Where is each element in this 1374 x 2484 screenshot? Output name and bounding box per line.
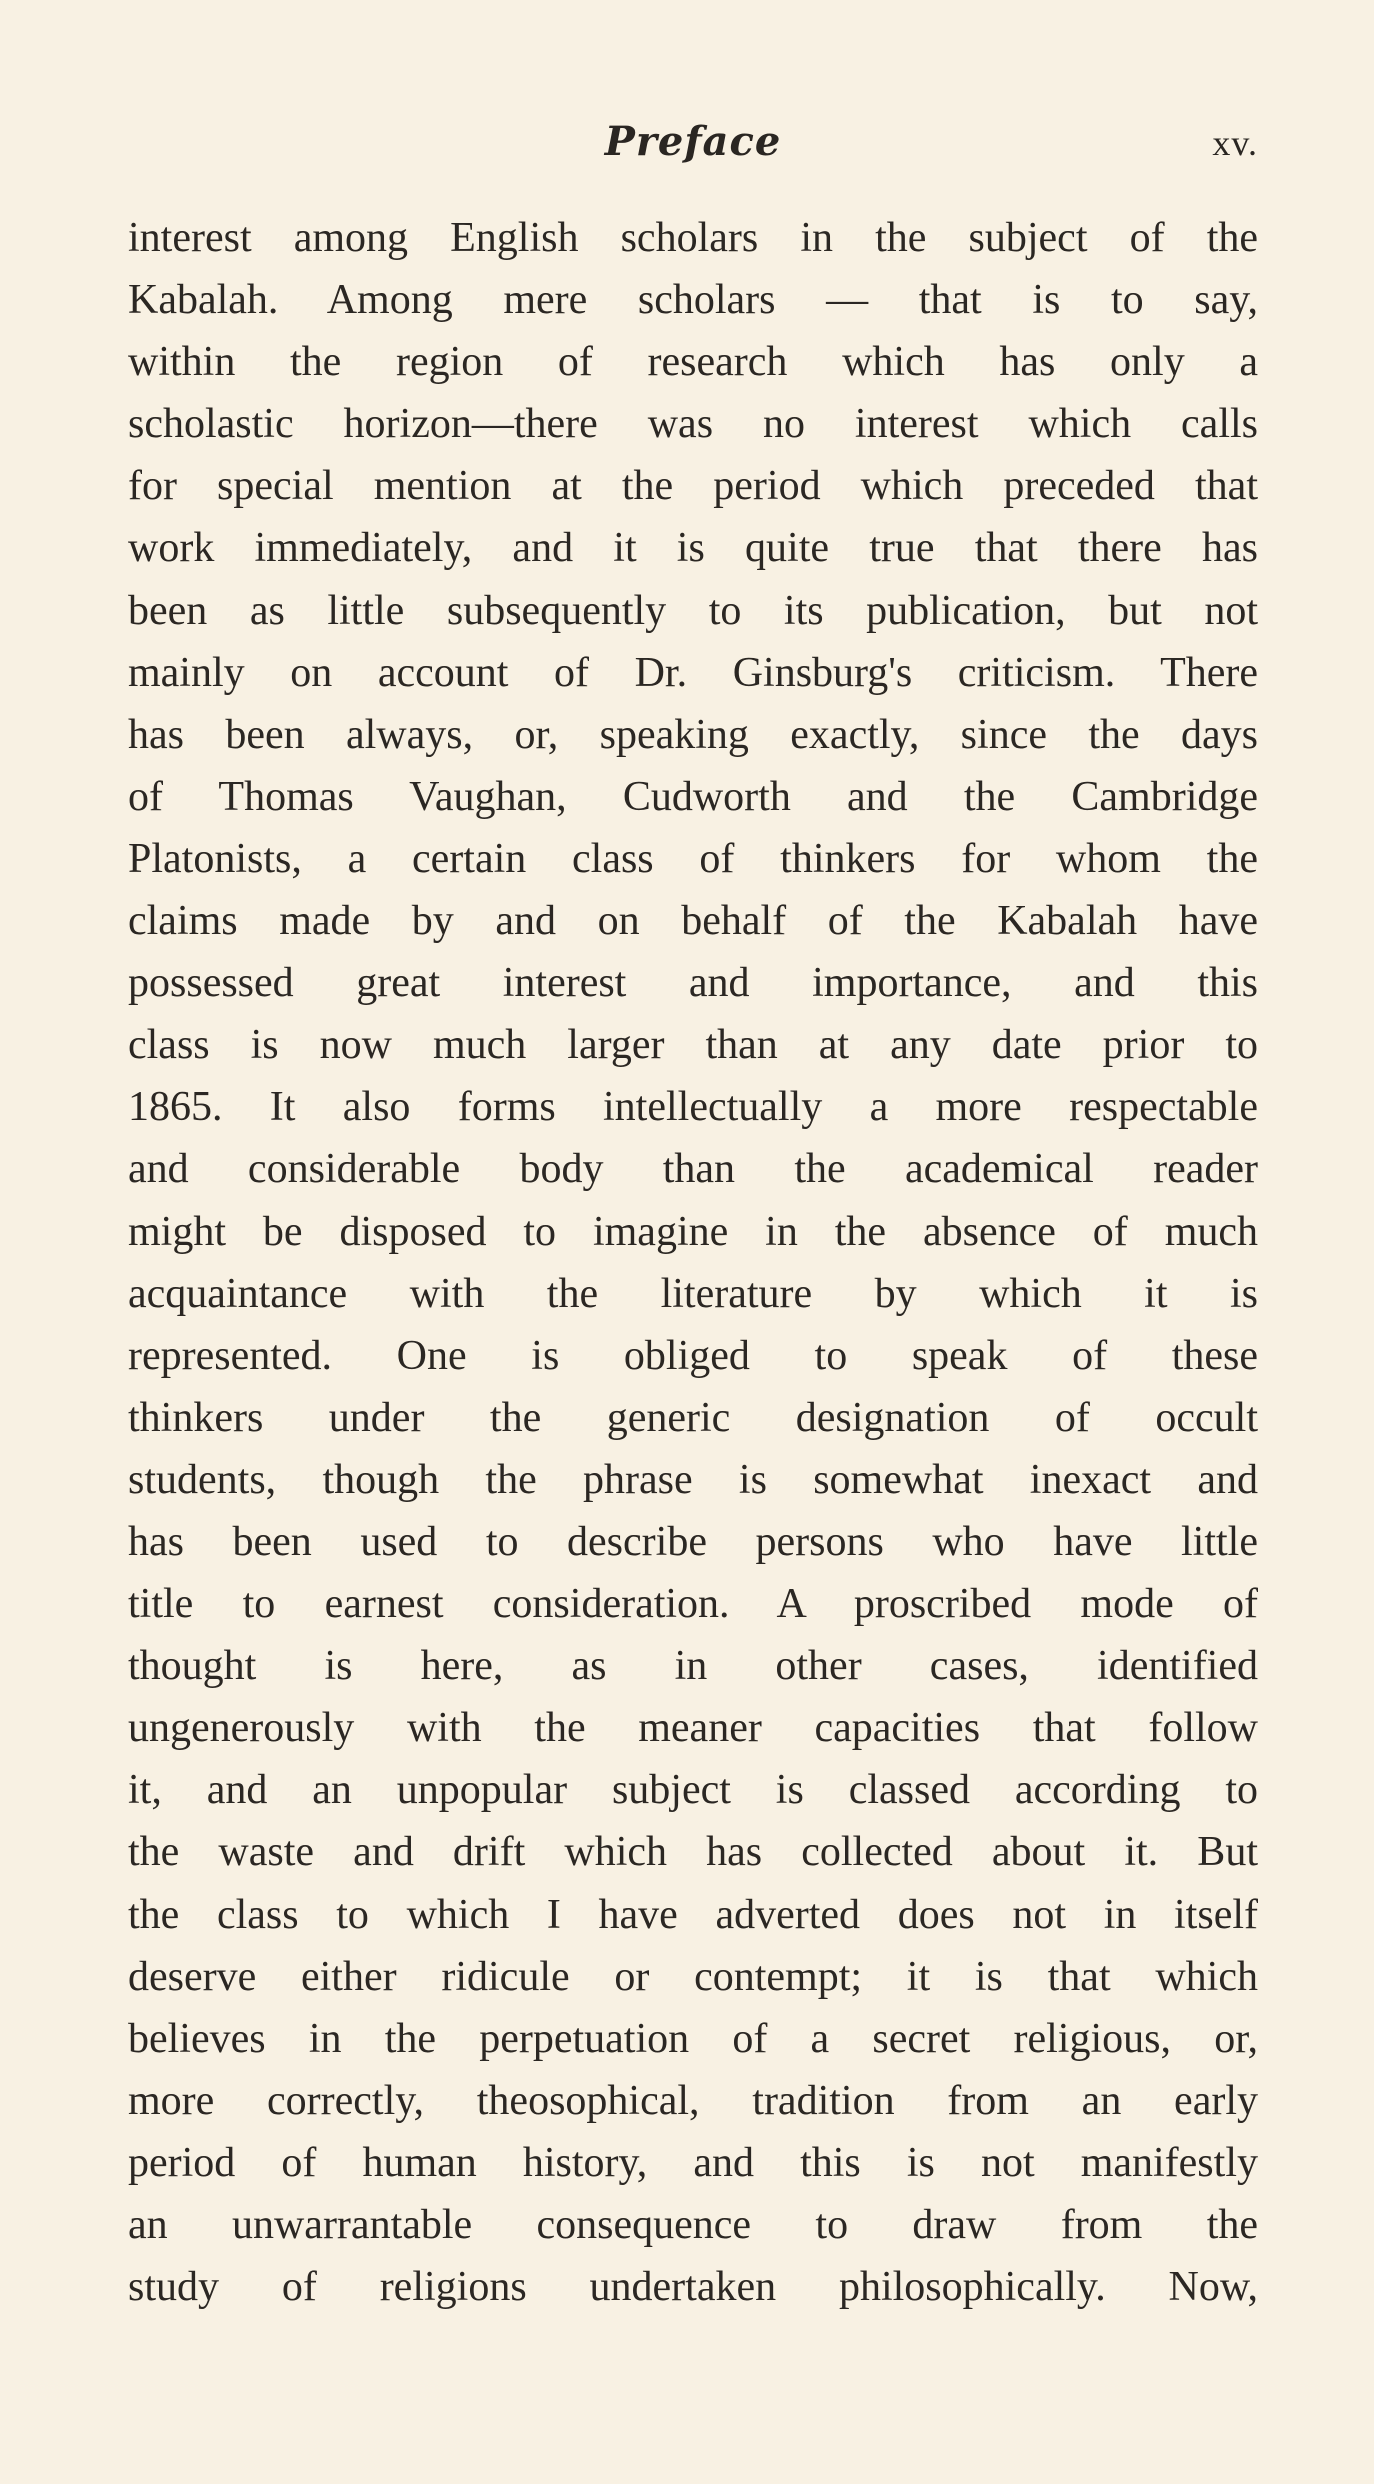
- text-line: possessed great interest and importance, and this: [128, 960, 1258, 1007]
- text-line: study of religions undertaken philosophically. Now,: [128, 2264, 1258, 2311]
- running-title: Preface: [604, 118, 782, 165]
- text-line: interest among English scholars in the subject of the: [128, 215, 1258, 261]
- text-line: been as little subsequently to its publication, but not: [128, 587, 1258, 634]
- text-line: it, and an unpopular subject is classed according to: [128, 1767, 1258, 1814]
- text-line: class is now much larger than at any date prior to: [128, 1022, 1258, 1069]
- text-line: work immediately, and it is quite true that there has: [128, 525, 1258, 572]
- text-line: title to earnest consideration. A proscribed mode of: [128, 1581, 1258, 1628]
- text-line: claims made by and on behalf of the Kabalah have: [128, 898, 1258, 945]
- page-header: [128, 118, 1258, 178]
- text-line: of Thomas Vaughan, Cudworth and the Cambridge: [128, 773, 1258, 820]
- text-line: students, though the phrase is somewhat inexact and: [128, 1456, 1258, 1503]
- text-line: more correctly, theosophical, tradition from an early: [128, 2077, 1258, 2124]
- text-line: Kabalah. Among mere scholars — that is to say,: [128, 277, 1258, 324]
- text-line: has been used to describe persons who have little: [128, 1518, 1258, 1565]
- text-line: deserve either ridicule or contempt; it is that which: [128, 1953, 1258, 2000]
- body-text: [128, 207, 1258, 2318]
- text-line: mainly on account of Dr. Ginsburg's criticism. There: [128, 649, 1258, 696]
- text-line: thought is here, as in other cases, identified: [128, 1643, 1258, 1690]
- text-line: thinkers under the generic designation of occult: [128, 1394, 1258, 1441]
- page-number: xv.: [1212, 123, 1258, 163]
- text-line: and considerable body than the academical reader: [128, 1146, 1258, 1193]
- text-line: has been always, or, speaking exactly, since the days: [128, 711, 1258, 758]
- text-line: might be disposed to imagine in the absence of much: [128, 1208, 1258, 1255]
- text-line: scholastic horizon—there was no interest which calls: [128, 401, 1258, 448]
- text-line: acquaintance with the literature by which it is: [128, 1270, 1258, 1317]
- text-line: for special mention at the period which preceded that: [128, 463, 1258, 510]
- text-line: 1865. It also forms intellectually a more respectable: [128, 1084, 1258, 1131]
- text-line: period of human history, and this is not manifestly: [128, 2139, 1258, 2186]
- text-line: the class to which I have adverted does not in itself: [128, 1891, 1258, 1938]
- text-line: within the region of research which has only a: [128, 339, 1258, 386]
- text-line: represented. One is obliged to speak of these: [128, 1332, 1258, 1379]
- text-line: believes in the perpetuation of a secret religious, or,: [128, 2015, 1258, 2062]
- text-line: Platonists, a certain class of thinkers for whom the: [128, 835, 1258, 882]
- text-line: an unwarrantable consequence to draw from the: [128, 2202, 1258, 2248]
- text-line: ungenerously with the meaner capacities that follow: [128, 1705, 1258, 1752]
- text-line: the waste and drift which has collected about it. But: [128, 1829, 1258, 1876]
